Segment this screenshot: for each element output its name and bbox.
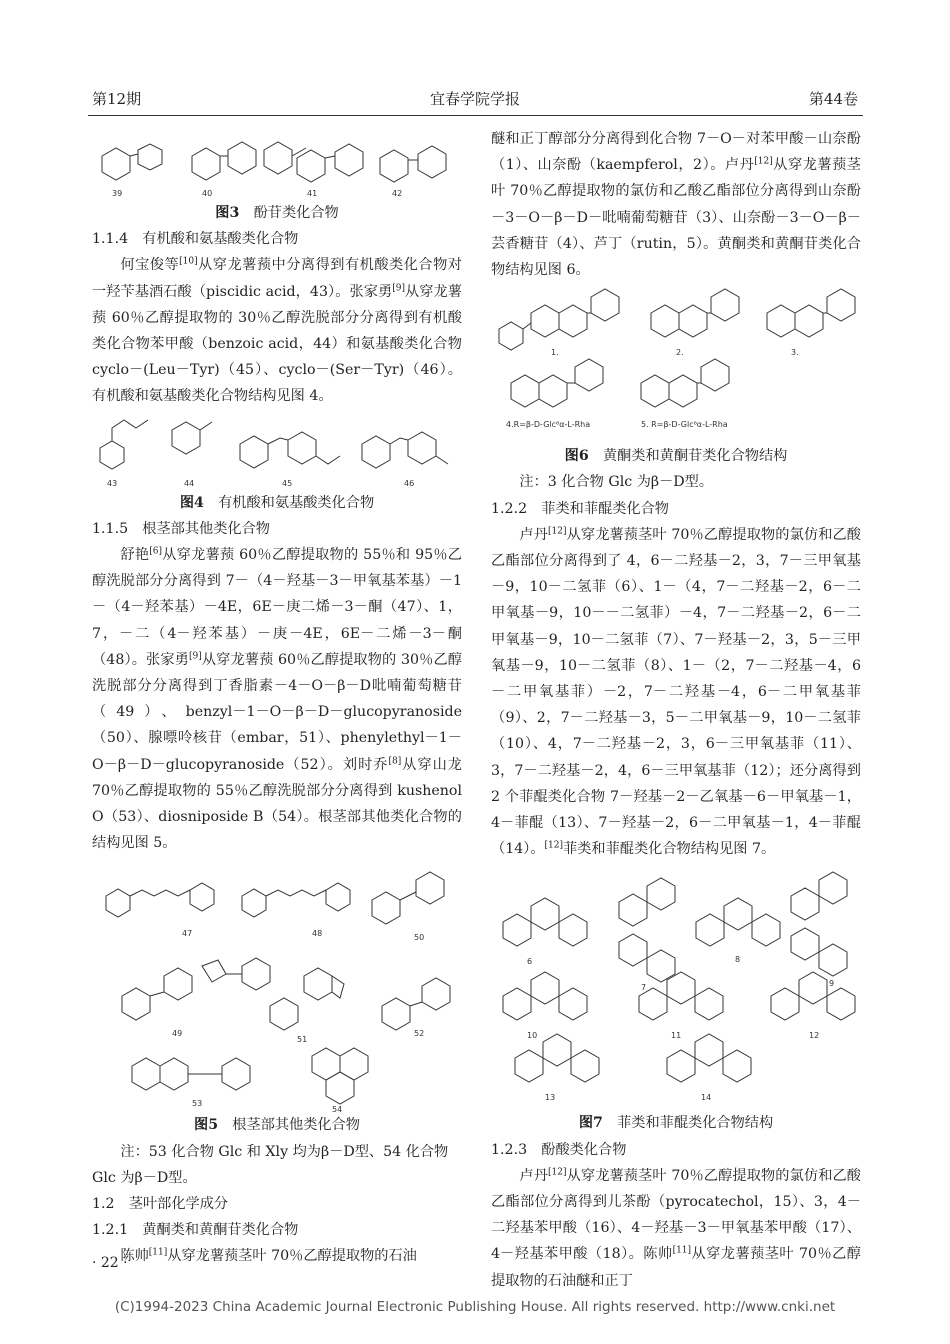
p3-text-b: 从穿龙薯蓣茎叶 70％乙醇提取物的石油 [167, 1248, 417, 1265]
fig4-label-44: 44 [184, 478, 195, 488]
figure-3-structures [92, 126, 462, 200]
citation-6: [6] [149, 546, 162, 557]
figure-3-caption [92, 200, 462, 226]
p2-text-b: 从穿龙薯蓣 60％乙醇提取物的 55％和 95％乙醇洗脱部分分离得到 7－（4－羟基－3－甲氧基苯基）－1－（4－羟苯基）－4E，6E－庚二烯－3－酮（47）、1，7，－二（4－羟苯基）－庚－4E，6E－二烯－3－酮（48）。张家勇 [92, 547, 462, 668]
figure-5-caption [92, 1112, 462, 1138]
figure-6-caption [491, 443, 861, 469]
citation-11b: [11] [672, 1245, 692, 1256]
fig4-label-45: 45 [282, 478, 293, 488]
citation-9: [9] [392, 282, 405, 293]
fig6-label-2: 2. [676, 348, 684, 358]
figure-7-number: 图7 [578, 1115, 603, 1132]
figure-5 [92, 856, 462, 1112]
paragraph-organic-acids [92, 252, 462, 409]
p2-text-c: 从穿龙薯蓣 60％乙醇提取物的 30％乙醇洗脱部分分离得到丁香脂素－4－O－β－D吡喃葡萄糖苷（49）、benzyl－1－O－β－D－glucopyranoside（50）、腺嘌呤核苷（embar，51）、phenylethyl－1－O－β－D－glucopyranoside（52）。刘时乔 [92, 651, 462, 773]
header-issue: 第12期 [92, 90, 142, 108]
p6-text-b: 从穿龙薯蓣茎叶 70％乙醇提取物的氯仿和乙酸乙酯部位分离得到儿茶酚（pyrocatechol，15）、3，4－二羟基苯甲酸（16）、4－羟基－3－甲氧基苯甲酸（17）、4－羟基苯甲酸（18）。陈帅 [491, 1167, 861, 1263]
figure-7 [491, 862, 861, 1110]
fig4-label-43: 43 [107, 478, 118, 488]
p5-text-a: 卢丹 [519, 526, 548, 543]
fig5-label-50: 50 [414, 933, 425, 943]
section-1-1-5: 1.1.5 根茎部其他类化合物 [92, 520, 270, 537]
fig7-label-6: 6 [527, 957, 533, 967]
paragraph-other-compounds [92, 542, 462, 856]
fig5-label-52: 52 [414, 1029, 425, 1039]
citation-10: [10] [179, 256, 198, 267]
paragraph-flavonoids-cont [491, 126, 861, 283]
figure-4 [92, 410, 462, 490]
header-journal: 宜春学院学报 [429, 90, 520, 108]
header-volume: 第44卷 [808, 90, 858, 108]
figure-5-structures [92, 856, 462, 1112]
p1-text-a: 何宝俊等 [120, 257, 180, 274]
fig3-label-42: 42 [392, 189, 403, 198]
fig7-label-10: 10 [527, 1031, 538, 1041]
figure-3-number: 图3 [215, 205, 240, 221]
fig7-label-7: 7 [641, 983, 647, 993]
header-rule [88, 115, 863, 116]
paragraph-flavonoids-start [92, 1243, 462, 1269]
figure-3-title: 酚苷类化合物 [253, 205, 339, 221]
p4-text-a: 醚和正丁醇部分分离得到化合物 7－O－对苯甲酸－山奈酚（1）、山奈酚（kaempferol，2）。卢丹 [491, 131, 861, 174]
figure-7-title: 菲类和菲醌类化合物结构 [617, 1115, 774, 1132]
fig6-label-1: 1. [551, 348, 559, 358]
fig5-label-47: 47 [182, 929, 193, 939]
fig7-label-9: 9 [829, 979, 835, 989]
fig6-label-3: 3. [791, 348, 799, 358]
p5-text-c: 菲类和菲醌类化合物结构见图 7。 [563, 841, 776, 858]
citation-8: [8] [388, 755, 402, 766]
figure-6-note: 注：3 化合物 Glc 为β－D型。 [519, 474, 714, 491]
citation-12d: [12] [548, 1167, 567, 1178]
fig3-label-39: 39 [112, 189, 123, 198]
p6-text-c: 从穿龙薯蓣茎叶 70％乙醇提取物的石油醚和正丁 [491, 1246, 861, 1289]
section-1-2-3: 1.2.3 酚酸类化合物 [491, 1141, 627, 1158]
fig6-label-4: 4.R=β-D-Glc⁶α-L-Rha [506, 420, 591, 430]
citation-12: [12] [754, 156, 773, 167]
figure-6 [491, 283, 861, 443]
p1-text-c: 从穿龙薯蓣 60％乙醇提取物的 30％乙醇洗脱部分分离得到有机酸类化合物苯甲酸（benzoic acid，44）和氨基酸类化合物 cyclo－(Leu－Tyr)（45）、cyclo－(Ser－Tyr)（46）。有机酸和氨基酸类化合物结构见图 4。 [92, 283, 462, 405]
fig7-label-13: 13 [545, 1093, 556, 1103]
fig5-label-53: 53 [192, 1099, 203, 1109]
fig3-label-41: 41 [307, 189, 318, 198]
p4-text-b: 从穿龙薯蓣茎叶 70％乙醇提取物的氯仿和乙酸乙酯部位分离得到山奈酚－3－O－β－D－吡喃葡萄糖苷（3）、山奈酚－3－O－β－芸香糖苷（4）、芦丁（rutin，5）。黄酮类和黄酮苷类化合物结构见图 6。 [491, 157, 861, 279]
figure-4-caption [92, 490, 462, 516]
figure-7-structures [491, 862, 861, 1110]
figure-6-structures [491, 283, 861, 443]
fig7-label-12: 12 [809, 1031, 820, 1041]
page-number: · 22 · [92, 1255, 128, 1271]
fig7-label-14: 14 [701, 1093, 712, 1103]
left-column [92, 126, 462, 1270]
citation-12b: [12] [548, 526, 567, 537]
figure-4-structures [92, 410, 462, 490]
citation-9b: [9] [188, 651, 202, 662]
figure-5-note: 注：53 化合物 Glc 和 Xly 均为β－D型、54 化合物 Glc 为β－D型。 [92, 1143, 449, 1186]
citation-11: [11] [148, 1247, 168, 1258]
fig5-label-49: 49 [172, 1029, 183, 1039]
fig7-label-11: 11 [671, 1031, 682, 1041]
p1-text-b: 从穿龙薯蓣中分离得到有机酸类化合物对一羟苄基酒石酸（piscidic acid，43）。张家勇 [92, 257, 462, 300]
section-1-2: 1.2 茎叶部化学成分 [92, 1196, 229, 1213]
figure-6-number: 图6 [564, 448, 589, 465]
figure-4-number: 图4 [179, 494, 204, 511]
fig5-label-48: 48 [312, 929, 323, 939]
paragraph-phenanthrenes [491, 522, 861, 863]
paragraph-phenolic-acids [491, 1163, 861, 1294]
citation-12c: [12] [544, 840, 564, 851]
fig5-label-54: 54 [332, 1105, 343, 1113]
p6-text-a: 卢丹 [519, 1167, 548, 1184]
figure-3 [92, 126, 462, 200]
p3-text-a: 陈帅 [120, 1248, 149, 1265]
fig4-label-46: 46 [404, 478, 415, 488]
figure-7-caption [491, 1110, 861, 1136]
figure-4-title: 有机酸和氨基酸类化合物 [218, 494, 375, 511]
right-column [491, 126, 861, 1294]
section-1-2-1: 1.2.1 黄酮类和黄酮苷类化合物 [92, 1222, 299, 1239]
p2-text-a: 舒艳 [120, 547, 150, 564]
figure-5-number: 图5 [194, 1117, 219, 1134]
section-1-2-2: 1.2.2 菲类和菲醌类化合物 [491, 500, 669, 517]
fig7-label-8: 8 [735, 955, 741, 965]
fig5-label-51: 51 [297, 1035, 308, 1045]
copyright-footer: (C)1994-2023 China Academic Journal Electronic Publishing House. All rights reserved. http://www.cnki.net [114, 1299, 836, 1315]
p5-text-b: 从穿龙薯蓣茎叶 70％乙醇提取物的氯仿和乙酸乙酯部位分离得到了 4，6－二羟基－2，3，7－三甲氧基－9，10－二氢菲（6）、1－（4，7－二羟基－2，6－二甲氧基－9，10－－二氢菲）－4，7－二羟基－2，6－二甲氧基－9，10－二氢菲（7）、7－羟基－2，3，5－三甲氧基－9，10－二氢菲（8）、1－（2，7－二羟基－4，6－二甲氧基菲）－2，7－二羟基－4，6－二甲氧基菲（9）、2，7－二羟基－3，5－二甲氧基－9，10－二氢菲（10）、4，7－二羟基－2，3，6－三甲氧基菲（11）、3，7－二羟基－2，4，6－三甲氧基菲（12）；还分离得到 2 个菲醌类化合物 7－羟基－2－乙氧基－6－甲氧基－1，4－菲醌（13）、7－羟基－2，6－二甲氧基－1，4－菲醌（14）。 [491, 526, 861, 858]
figure-6-title: 黄酮类和黄酮苷类化合物结构 [602, 448, 788, 465]
fig6-label-5: 5. R=β-D-Glc⁶α-L-Rha [641, 420, 728, 430]
figure-5-title: 根茎部其他类化合物 [232, 1117, 360, 1134]
fig3-label-40: 40 [202, 189, 213, 198]
p2-text-d: 从穿山龙 70％乙醇提取物的 55％乙醇洗脱部分分离得到 kushenol O（53）、diosniposide B（54）。根茎部其他类化合物的结构见图 5。 [92, 756, 462, 852]
section-1-1-4: 1.1.4 有机酸和氨基酸类化合物 [92, 231, 299, 248]
